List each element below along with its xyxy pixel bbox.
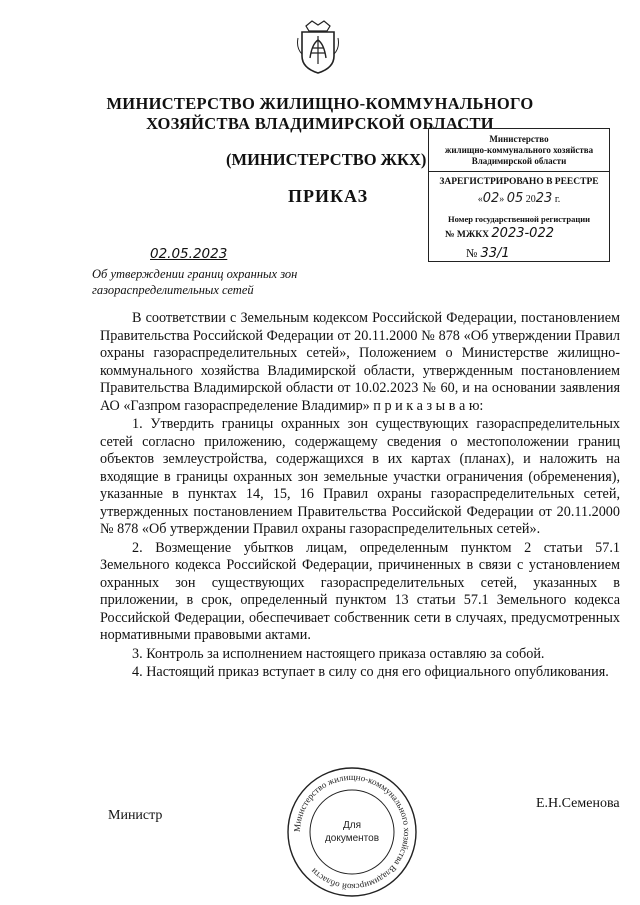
official-seal-icon (284, 764, 420, 900)
stamp-regno-label: Номер государственной регистрации (447, 214, 591, 224)
stamp-header (429, 129, 609, 172)
order-subject: Об утверждении границ охранных зон газораспределительных сетей (92, 267, 298, 297)
ministry-name-line1: МИНИСТЕРСТВО ЖИЛИЩНО-КОММУНАЛЬНОГО (106, 94, 534, 113)
ministry-short-name: (МИНИСТЕРСТВО ЖКХ) (226, 150, 427, 169)
stamp-registered-label: ЗАРЕГИСТРИРОВАНО В РЕЕСТРЕ (439, 177, 599, 187)
stamp-year-suffix: 23 (535, 191, 553, 206)
stamp-year-prefix: 20 (525, 194, 536, 205)
seal-ring-text: Министерство жилищно-коммунального хозяйства Владимирской области (291, 771, 413, 893)
stamp-day: 02 (482, 191, 500, 206)
stamp-line2: жилищно-коммунального хозяйства (444, 145, 594, 155)
stamp-regno-prefix: № МЖКХ (445, 230, 490, 240)
seal-center-line1: Для (342, 820, 362, 831)
order-date: 02.05.2023 (150, 246, 228, 262)
order-number (466, 246, 510, 261)
clause-1-paragraph: 1. Утвердить границы охранных зон существующих газораспределительных сетей согласно приложению, содержащему сведения о местоположении границ объектов землеустройства, содержащихся в их картах (планах), и наложить на входящие в границы охранных зон земельные участки ограничения (обременения), указанные в пунктах 14, 15, 16 Правил охраны газораспределительных сетей, утвержденных постановлением Правительства Российской Федерации от 20.11.2000 № 878 «Об утверждении Правил охраны газораспределительных сетей». (100, 416, 620, 537)
clause-4-paragraph: 4. Настоящий приказ вступает в силу со дня его официального опубликования. (132, 664, 609, 680)
stamp-line3: Владимирской области (471, 156, 567, 166)
stamp-month: 05 (506, 191, 524, 206)
coat-of-arms-icon (296, 18, 340, 74)
registration-stamp (428, 128, 610, 262)
clause-3-paragraph: 3. Контроль за исполнением настоящего приказа оставляю за собой. (132, 645, 545, 662)
order-number-prefix: № (466, 246, 478, 260)
stamp-year-unit: г. (554, 194, 561, 205)
stamp-regno-value: 2023-022 (491, 226, 554, 241)
signatory-position: Министр (108, 808, 163, 823)
clause-2-paragraph: 2. Возмещение убытков лицам, определенным пунктом 2 статьи 57.1 Земельного кодекса Российской Федерации, причиненных в связи с установлением охранных зон существующих газораспределительных сетей, указанных в приложении, в срок, определенный пунктом 13 статьи 57.1 Земельного кодекса Российской Федерации, обеспечивает собственник сети в случаях, предусмотренных нормативными правовыми актами. (100, 539, 620, 643)
stamp-regno (429, 226, 609, 241)
ministry-name-line2: ХОЗЯЙСТВА ВЛАДИМИРСКОЙ ОБЛАСТИ (146, 114, 494, 133)
stamp-line1: Министерство (489, 134, 549, 144)
signatory-name: Е.Н.Семенова (536, 796, 620, 811)
order-body (100, 310, 620, 682)
seal-center-line2: документов (324, 833, 380, 844)
order-number-value: 33/1 (480, 246, 510, 261)
stamp-date: «02» 05 2023 г. (477, 191, 561, 206)
document-title: ПРИКАЗ (288, 186, 369, 206)
preamble-paragraph: В соответствии с Земельным кодексом Российской Федерации, постановлением Правительства Российской Федерации от 20.11.2000 № 878 «Об утверждении Правил охраны газораспределительных сетей», Положением о Министерстве жилищно-коммунального хозяйства Владимирской области, утвержденным постановлением Правительства Владимирской области от 10.02.2023 № 60, и на основании заявления АО «Газпром газораспределение Владимир» п р и к а з ы в а ю: (100, 310, 620, 414)
